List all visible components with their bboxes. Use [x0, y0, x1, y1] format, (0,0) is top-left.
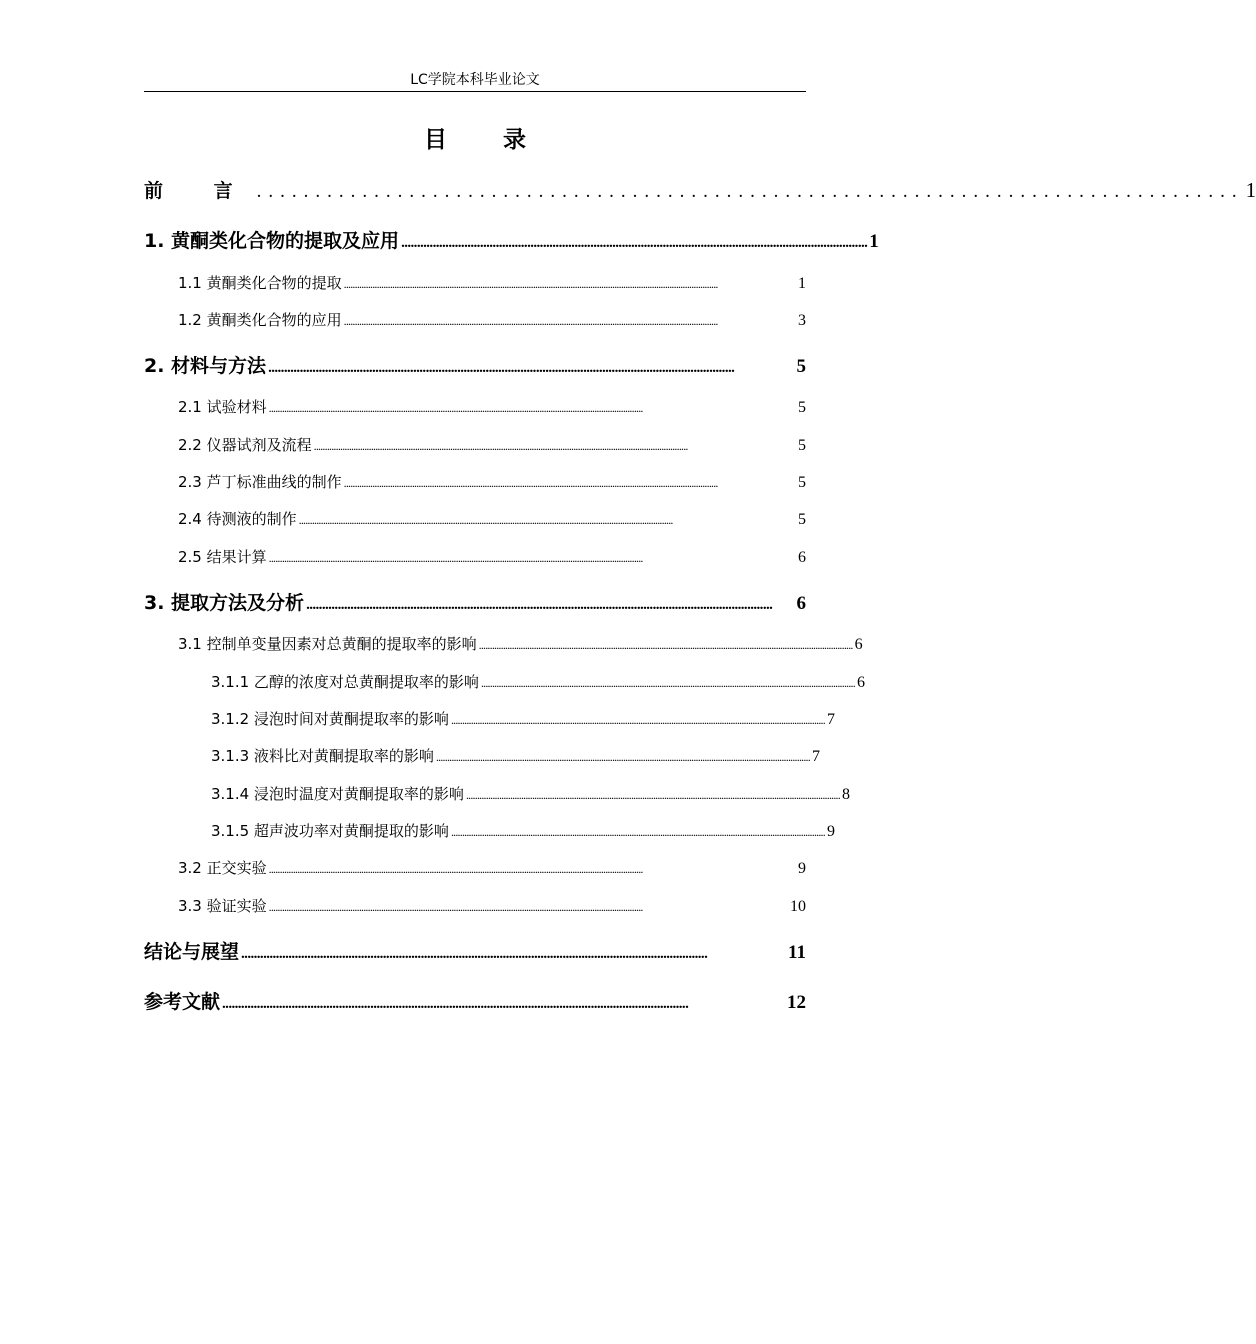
toc-entry-page: 9: [798, 860, 806, 877]
toc-entry-label: 3.1.1 乙醇的浓度对总黄酮提取率的影响: [211, 673, 479, 691]
toc-entry-page: 10: [790, 898, 806, 915]
toc-entry-preface[interactable]: [144, 176, 1256, 203]
toc-entry-3-1-5[interactable]: [211, 820, 835, 841]
toc-entry-2-1[interactable]: [178, 396, 806, 417]
toc-entry-3-1-1[interactable]: [211, 671, 865, 692]
toc-entry-page: 6: [796, 593, 806, 614]
toc-entry-label: 3. 提取方法及分析: [144, 592, 305, 614]
toc-entry-label: 结论与展望: [144, 941, 240, 963]
toc-entry-page: 5: [796, 356, 806, 377]
dot-leader: ..........................................................................................................................................................................: [268, 862, 643, 876]
toc-entry-chapter-3[interactable]: [144, 588, 806, 615]
toc-entry-3-2[interactable]: [178, 857, 806, 878]
toc-entry-2-3[interactable]: [178, 471, 806, 492]
toc-entry-label: 3.1.2 浸泡时间对黄酮提取率的影响: [211, 710, 449, 728]
dot-leader: ....................................................................................................................................................: [222, 996, 689, 1012]
toc-entry-page: 8: [841, 786, 850, 803]
dot-leader: ..........................................................................................................................................................................: [343, 314, 718, 328]
dot-leader: ....................................................................................................................................................: [268, 360, 735, 376]
toc-entry-2-2[interactable]: [178, 434, 806, 455]
toc-entry-label: 3.1.4 浸泡时温度对黄酮提取率的影响: [211, 785, 464, 803]
toc-entry-label: 前 言: [144, 180, 255, 202]
toc-entry-label: 2.2 仪器试剂及流程: [178, 436, 312, 454]
toc-entry-label: 2.4 待测液的制作: [178, 510, 297, 528]
dot-leader: ..........................................................................................................................................................................: [478, 638, 853, 652]
toc-title: 目 录: [423, 127, 550, 153]
toc-entry-page: 9: [826, 823, 835, 840]
dot-leader: ..........................................................................................................................................................................: [480, 676, 855, 690]
toc-entry-3-1-3[interactable]: [211, 745, 820, 766]
toc-entry-label: 3.1.5 超声波功率对黄酮提取的影响: [211, 822, 449, 840]
dot-leader: ....................................................................................................................................................: [401, 235, 868, 251]
toc-entry-page: 5: [798, 437, 806, 454]
toc-entry-label: 1. 黄酮类化合物的提取及应用: [144, 230, 400, 252]
toc-entry-label: 3.1.3 液料比对黄酮提取率的影响: [211, 747, 434, 765]
toc-entry-3-1[interactable]: [178, 633, 863, 654]
toc-entry-3-1-2[interactable]: [211, 708, 835, 729]
dot-leader: ..........................................................................................................................................................................: [435, 750, 810, 764]
dot-leader: ..........................................................................................................................................................................: [313, 439, 688, 453]
dot-leader: ..........................................................................................................................................................................: [268, 551, 643, 565]
toc-entry-conclusion[interactable]: [144, 937, 806, 964]
toc-entry-label: 2.3 芦丁标准曲线的制作: [178, 473, 342, 491]
toc-entry-1-1[interactable]: [178, 272, 806, 293]
dot-leader: ..........................................................................................................................................................................: [298, 513, 673, 527]
dot-leader: ..........................................................................................................................................................................: [465, 788, 840, 802]
toc-entry-2-5[interactable]: [178, 546, 806, 567]
dot-leader: ....................................................................................................................................................: [306, 597, 773, 613]
toc-entry-page: 11: [788, 942, 806, 963]
toc-entry-references[interactable]: [144, 987, 806, 1014]
toc-entry-chapter-1[interactable]: [144, 226, 879, 253]
toc-entry-label: 2.1 试验材料: [178, 398, 267, 416]
toc-entry-label: 2.5 结果计算: [178, 548, 267, 566]
toc-entry-page: 6: [856, 674, 865, 691]
dot-leader: ..........................................................................................................................................................................: [268, 401, 643, 415]
toc-entry-label: 1.2 黄酮类化合物的应用: [178, 311, 342, 329]
toc-entry-page: 7: [826, 711, 835, 728]
toc-entry-page: 5: [798, 474, 806, 491]
toc-entry-page: 1: [1245, 178, 1256, 202]
toc-entry-page: 1: [869, 231, 879, 252]
toc-entry-2-4[interactable]: [178, 508, 806, 529]
dot-leader: ..........................................................................................................................................................................: [450, 825, 825, 839]
toc-entry-page: 3: [798, 312, 806, 329]
dot-leader: ....................................................................................: [256, 181, 1244, 202]
toc-entry-page: 1: [798, 275, 806, 292]
header-rule: [144, 91, 806, 92]
dot-leader: ..........................................................................................................................................................................: [343, 277, 718, 291]
toc-entry-label: 参考文献: [144, 991, 221, 1013]
toc-entry-label: 2. 材料与方法: [144, 355, 267, 377]
dot-leader: ..........................................................................................................................................................................: [450, 713, 825, 727]
dot-leader: ....................................................................................................................................................: [241, 946, 708, 962]
toc-entry-3-3[interactable]: [178, 895, 806, 916]
toc-entry-page: 6: [854, 636, 863, 653]
toc-entry-page: 12: [787, 992, 806, 1013]
toc-entry-label: 3.3 验证实验: [178, 897, 267, 915]
toc-entry-1-2[interactable]: [178, 309, 806, 330]
toc-entry-label: 1.1 黄酮类化合物的提取: [178, 274, 342, 292]
toc-entry-page: 5: [798, 511, 806, 528]
toc-entry-3-1-4[interactable]: [211, 783, 850, 804]
dot-leader: ..........................................................................................................................................................................: [268, 900, 643, 914]
toc-entry-label: 3.2 正交实验: [178, 859, 267, 877]
toc-entry-page: 5: [798, 399, 806, 416]
toc-entry-page: 6: [798, 549, 806, 566]
page-header: LC学院本科毕业论文: [410, 72, 540, 88]
toc-entry-label: 3.1 控制单变量因素对总黄酮的提取率的影响: [178, 635, 477, 653]
toc-entry-chapter-2[interactable]: [144, 351, 806, 378]
dot-leader: ..........................................................................................................................................................................: [343, 476, 718, 490]
toc-entry-page: 7: [811, 748, 820, 765]
